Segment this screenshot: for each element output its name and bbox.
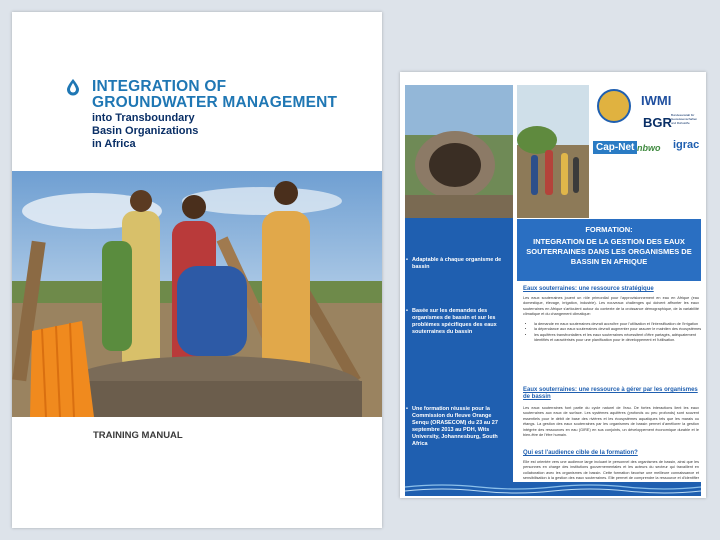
bgr-full-name: Bundesanstalt für Geowissenschaften und Rohstoffe [671,113,698,125]
section-heading-manage: Eaux souterraines: une ressource à gérer par les organismes de bassin [523,387,698,400]
sidebar-item-adaptable: • Adaptable à chaque organisme de bassin [406,257,502,270]
training-manual-label: TRAINING MANUAL [93,430,183,441]
formation-banner [517,219,701,281]
cover-title: INTEGRATION OF GROUNDWATER MANAGEMENT [92,78,338,111]
list-item: • la dépendance aux eaux souterraines devrait augmenter pour assurer le maintien des écosystèmes [534,327,704,332]
iwmi-logo: IWMI [641,93,672,108]
igrac-logo: igrac [673,139,700,151]
strategic-bullet-list [528,322,704,344]
list-item: • la demande en eaux souterraines devrait accroître pour l'utilisation et l'intensification de l'irrigation [534,322,704,327]
section-body-manage: Les eaux souterraines font partie du cycle naturel de l'eau. De fortes interactions lient les eaux souterraines aux eaux de surface. Les systèmes aquifères (profonds ou peu profonds) sont souvent essentiels pour le débit de base des rivières et les écosystèmes aquatiques tels que les marais ou étangs. La gestion des eaux souterraines par les organismes de bassin permet d'améliorer la gestion intégrée des ressources en eau (GIRE) en sus conjoints, un développement économique durable et le bien-être de l'être humain. [523,406,699,438]
banner-title: INTEGRATION DE LA GESTION DES EAUX SOUTERRAINES DANS LES ORGANISMES DE BASSIN EN AFRIQUE [526,237,692,266]
section-heading-strategic: Eaux souterraines: une ressource stratégique [523,286,654,292]
partner-logos [593,85,701,218]
section-body-audience: Elle est orientée vers une audience large incluant le personnel des organismes de bassin, ainsi que les personnes en charge des institutions gouvernementales et les acteurs du secteur qui travaillent en collaboration avec les organismes de bassin. Cette formation favorise une meilleure connaissance et sensibilisation à la gestion des eaux souterraines. Elle permet de comprendre la ressource et d'identifier [523,460,699,481]
wave-band [405,482,701,496]
section-body-strategic: Les eaux souterraines jouent un rôle primordial pour l'approvisionnement en eau en Afrique (eau domestique, élevage, irrigation, industrie). Les nouveaux challenges qui doivent affronter les eaux souterraines en Afrique s'articulent autour du contexte de la croissance démographique, de la variabilité climatique et du changement climatique: [523,296,699,317]
nbwo-logo: nbwo [637,143,661,153]
well-photo [405,85,513,218]
bgr-logo: BGR [643,115,672,130]
section-heading-audience: Qui est l'audience cible de la formation? [523,450,638,456]
sidebar-item-orasecom: • Une formation réussie pour la Commission du fleuve Orange Senqu (ORASECOM) du 23 au 27 septembre 2013 au PDH, Wits University, Johannesburg, South Africa [406,406,498,447]
list-item: • les aquifères transfrontaliers et les eaux souterraines nécessitent d'être partagés, adéquatement identifiés et caractérisés pour une planification pour le développement et l'utilisation. [534,333,704,344]
banner-label: FORMATION: [585,225,633,234]
africa-logo [597,89,631,123]
water-drop-logo-icon [66,79,80,95]
sidebar-item-demand-based: • Basée sur les demandes des organismes de bassin et sur les problèmes spécifiques des eaux souterraines du bassin [406,308,497,335]
cover-subtitle: into Transboundary Basin Organizations in Africa [92,112,199,150]
cap-net-logo: Cap-Net [593,141,637,154]
village-photo [517,85,589,218]
cover-photo [12,171,382,417]
formation-flyer [400,72,706,498]
